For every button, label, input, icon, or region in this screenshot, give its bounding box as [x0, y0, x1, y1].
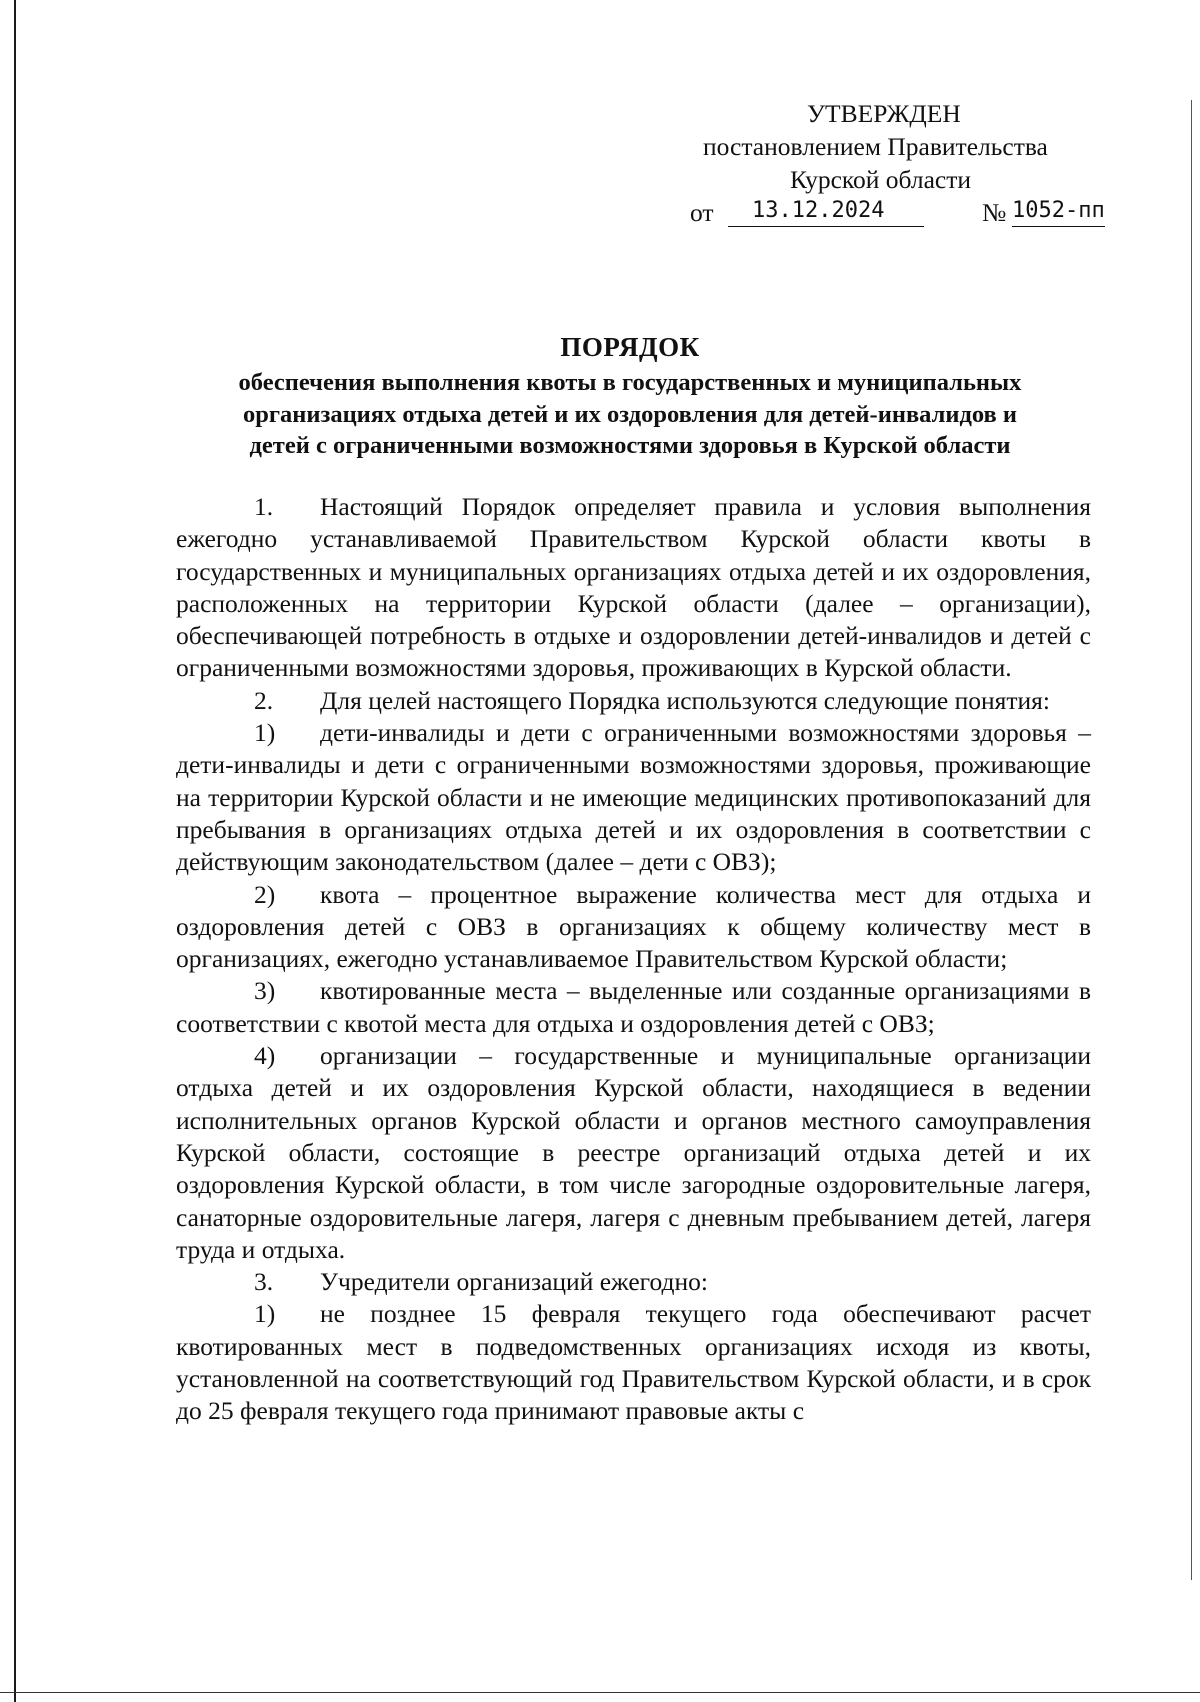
approval-title: УТВЕРЖДЕН [807, 99, 961, 128]
paragraph [176, 1040, 1091, 1266]
approval-region: Курской области [790, 165, 972, 194]
paragraph-text: Учредители организаций ежегодно: [320, 1267, 708, 1297]
approval-date: 13.12.2024 [728, 196, 924, 227]
scan-edge-bottom [0, 1692, 1200, 1693]
approval-stamp [600, 97, 1160, 229]
approval-from-label: от [690, 198, 714, 227]
paragraph-number: 3. [254, 1267, 274, 1297]
paragraph-text: квота – процентное выражение количества мест для отдыха и оздоровления детей с ОВЗ в организациях к общему количеству мест в организациях, ежегодно устанавливаемое Правительством Курской области; [176, 879, 1091, 974]
paragraph-text: дети-инвалиды и дети с ограниченными возможностями здоровья – дети-инвалиды и дети с ограниченными возможностями здоровья, проживающие на территории Курской области и не имеющие медицинских противопоказаний для пребывания в организациях отдыха детей и их оздоровления в соответствии с действующим законодательством (далее – дети с ОВЗ); [176, 718, 1091, 877]
paragraph-number: 1) [254, 718, 276, 748]
paragraph [176, 1266, 1091, 1298]
document-subtitle [170, 367, 1090, 462]
document-title: ПОРЯДОК [560, 332, 700, 362]
paragraph [176, 491, 1091, 685]
scan-edge-right [1191, 100, 1192, 1580]
document-body [176, 491, 1091, 1428]
document-title-block [170, 331, 1090, 462]
paragraph [176, 717, 1091, 878]
paragraph-text: Для целей настоящего Порядка используются следующие понятия: [320, 685, 1050, 715]
approval-number: 1052-пп [1012, 196, 1105, 227]
subtitle-line: обеспечения выполнения квоты в государственных и муниципальных [238, 369, 1022, 396]
paragraph-text: Настоящий Порядок определяет правила и условия выполнения ежегодно устанавливаемой Правительством Курской области квоты в государственных и муниципальных организациях отдыха детей и их оздоровления, расположенных на территории Курской области (далее – организации), обеспечивающей потребность в отдыхе и оздоровлении детей-инвалидов и детей с ограниченными возможностями здоровья, проживающих в Курской области. [176, 492, 1091, 683]
approval-number-label: № [982, 198, 1007, 227]
paragraph [176, 975, 1091, 1040]
paragraph-number: 2) [254, 879, 276, 909]
subtitle-line: детей с ограниченными возможностями здоровья в Курской области [249, 432, 1011, 459]
paragraph-text: организации – государственные и муниципальные организации отдыха детей и их оздоровления Курской области, находящиеся в ведении исполнительных органов Курской области и органов местного самоуправления Курской области, состоящие в реестре организаций отдыха детей и их оздоровления Курской области, в том числе загородные оздоровительные лагеря, санаторные оздоровительные лагеря, лагеря с дневным пребыванием детей, лагеря труда и отдыха. [176, 1041, 1091, 1264]
paragraph-text: квотированные места – выделенные или созданные организациями в соответствии с квотой места для отдыха и оздоровления детей с ОВЗ; [176, 976, 1091, 1038]
approval-decree: постановлением Правительства [703, 132, 1048, 161]
paragraph-number: 3) [254, 976, 276, 1006]
paragraph-number: 1. [254, 492, 274, 521]
subtitle-line: организациях отдыха детей и их оздоровления для детей-инвалидов и [242, 400, 1018, 428]
scan-edge-left [14, 0, 16, 1702]
paragraph [176, 685, 1091, 717]
paragraph [176, 1298, 1091, 1427]
paragraph-number: 1) [254, 1299, 276, 1329]
paragraph [176, 879, 1091, 976]
paragraph-text: не позднее 15 февраля текущего года обеспечивают расчет квотированных мест в подведомственных организациях исходя из квоты, установленной на соответствующий год Правительством Курской области, и в срок до 25 февраля текущего года принимают правовые акты с [176, 1299, 1091, 1426]
paragraph-number: 2. [254, 685, 274, 715]
paragraph-number: 4) [254, 1041, 276, 1071]
